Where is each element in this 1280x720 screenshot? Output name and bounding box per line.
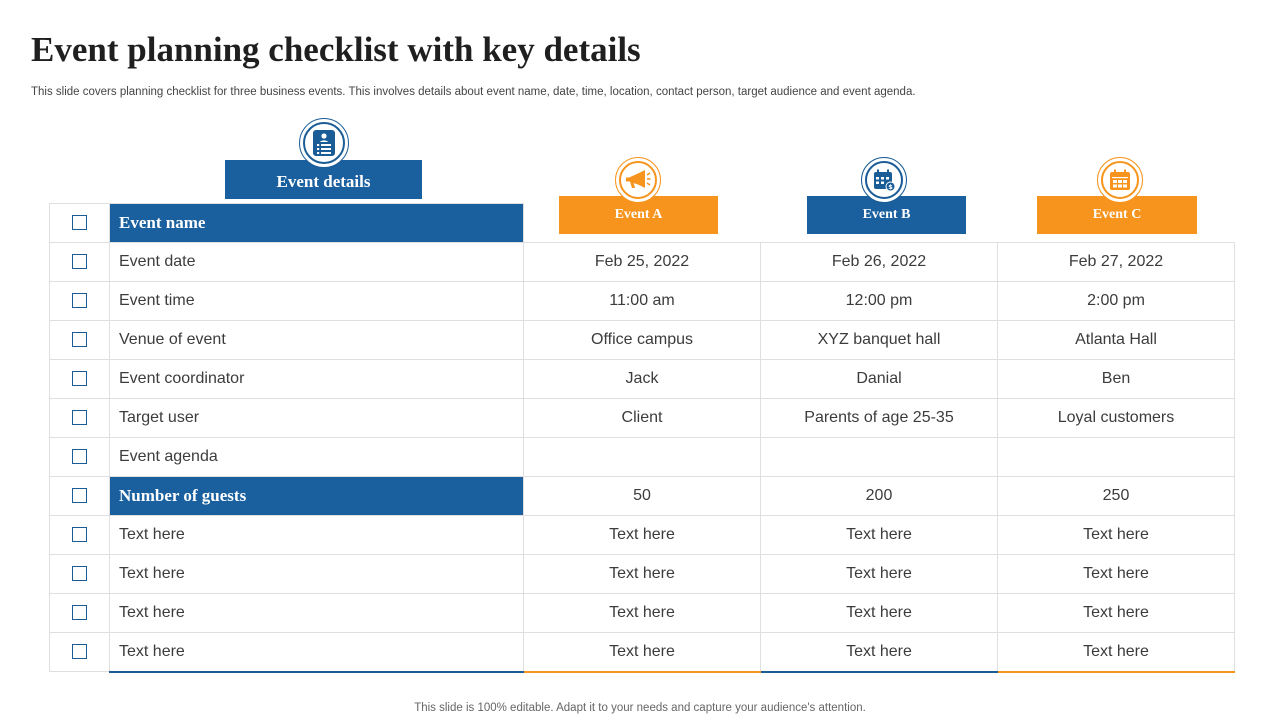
checkbox-cell bbox=[50, 633, 110, 672]
event-a-value: Text here bbox=[524, 594, 761, 633]
event-a-value: Text here bbox=[524, 555, 761, 594]
calendar-dollar-icon bbox=[861, 157, 907, 203]
row-label: Event date bbox=[110, 243, 524, 282]
row-checkbox[interactable] bbox=[72, 293, 87, 308]
row-label: Event name bbox=[110, 204, 524, 243]
table-row bbox=[50, 360, 1235, 399]
checkbox-cell bbox=[50, 399, 110, 438]
event-b-value: 200 bbox=[761, 477, 998, 516]
event-c-value: 2:00 pm bbox=[998, 282, 1235, 321]
event-b-value: Feb 26, 2022 bbox=[761, 243, 998, 282]
row-label: Event coordinator bbox=[110, 360, 524, 399]
checkbox-cell bbox=[50, 204, 110, 243]
checkbox-cell bbox=[50, 243, 110, 282]
row-label: Text here bbox=[110, 594, 524, 633]
event-a-value: Client bbox=[524, 399, 761, 438]
event-b-value: 12:00 pm bbox=[761, 282, 998, 321]
event-c-value: 250 bbox=[998, 477, 1235, 516]
event-b-value: Text here bbox=[761, 594, 998, 633]
slide-title: Event planning checklist with key details bbox=[31, 30, 641, 69]
event-c-header: Event C bbox=[1037, 196, 1197, 234]
table-row bbox=[50, 633, 1235, 672]
event-b-header: Event B bbox=[807, 196, 966, 234]
row-label: Event time bbox=[110, 282, 524, 321]
checkbox-cell bbox=[50, 594, 110, 633]
event-b-value: XYZ banquet hall bbox=[761, 321, 998, 360]
event-a-value: Text here bbox=[524, 516, 761, 555]
event-c-value: Loyal customers bbox=[998, 399, 1235, 438]
table-row bbox=[50, 321, 1235, 360]
row-checkbox[interactable] bbox=[72, 527, 87, 542]
event-a-value bbox=[524, 438, 761, 477]
table-row bbox=[50, 399, 1235, 438]
row-label: Event agenda bbox=[110, 438, 524, 477]
checkbox-cell bbox=[50, 360, 110, 399]
checkbox-cell bbox=[50, 321, 110, 360]
row-label: Text here bbox=[110, 633, 524, 672]
event-b-value: Text here bbox=[761, 555, 998, 594]
event-a-value: 11:00 am bbox=[524, 282, 761, 321]
row-label: Target user bbox=[110, 399, 524, 438]
slide-subtitle: This slide covers planning checklist for three business events. This involves details about event name, date, time, location, contact person, target audience and event agenda. bbox=[31, 86, 916, 98]
event-c-value: Text here bbox=[998, 594, 1235, 633]
event-c-value: Text here bbox=[998, 516, 1235, 555]
event-c-value: Atlanta Hall bbox=[998, 321, 1235, 360]
row-checkbox[interactable] bbox=[72, 410, 87, 425]
event-b-value: Text here bbox=[761, 633, 998, 672]
event-c-value: Text here bbox=[998, 555, 1235, 594]
checklist-table bbox=[49, 203, 1235, 673]
table-row bbox=[50, 516, 1235, 555]
svg-text:$: $ bbox=[888, 183, 893, 191]
event-details-banner: Event details bbox=[225, 160, 422, 199]
row-checkbox[interactable] bbox=[72, 254, 87, 269]
table-row bbox=[50, 477, 1235, 516]
checkbox-cell bbox=[50, 438, 110, 477]
event-c-value: Feb 27, 2022 bbox=[998, 243, 1235, 282]
event-a-value: Text here bbox=[524, 633, 761, 672]
table-row bbox=[50, 282, 1235, 321]
event-b-value bbox=[761, 438, 998, 477]
event-b-value: Danial bbox=[761, 360, 998, 399]
row-checkbox[interactable] bbox=[72, 488, 87, 503]
event-a-header: Event A bbox=[559, 196, 718, 234]
event-a-value: Jack bbox=[524, 360, 761, 399]
row-checkbox[interactable] bbox=[72, 371, 87, 386]
checkbox-cell bbox=[50, 477, 110, 516]
checkbox-cell bbox=[50, 516, 110, 555]
row-checkbox[interactable] bbox=[72, 566, 87, 581]
event-a-value: Office campus bbox=[524, 321, 761, 360]
event-c-value bbox=[998, 438, 1235, 477]
calendar-icon bbox=[1097, 157, 1143, 203]
event-c-value: Ben bbox=[998, 360, 1235, 399]
row-label: Text here bbox=[110, 516, 524, 555]
clipboard-list-icon bbox=[299, 118, 349, 168]
row-label: Number of guests bbox=[110, 477, 524, 516]
slide-footer: This slide is 100% editable. Adapt it to your needs and capture your audience's attention. bbox=[414, 702, 866, 714]
event-a-value: 50 bbox=[524, 477, 761, 516]
row-checkbox[interactable] bbox=[72, 449, 87, 464]
row-checkbox[interactable] bbox=[72, 605, 87, 620]
event-b-value: Parents of age 25-35 bbox=[761, 399, 998, 438]
event-c-value: Text here bbox=[998, 633, 1235, 672]
row-checkbox[interactable] bbox=[72, 644, 87, 659]
table-row bbox=[50, 243, 1235, 282]
checkbox-cell bbox=[50, 555, 110, 594]
row-label: Text here bbox=[110, 555, 524, 594]
row-checkbox[interactable] bbox=[72, 215, 87, 230]
table-row bbox=[50, 438, 1235, 477]
megaphone-icon bbox=[615, 157, 661, 203]
row-checkbox[interactable] bbox=[72, 332, 87, 347]
checkbox-cell bbox=[50, 282, 110, 321]
event-a-value: Feb 25, 2022 bbox=[524, 243, 761, 282]
row-label: Venue of event bbox=[110, 321, 524, 360]
table-row bbox=[50, 555, 1235, 594]
table-row bbox=[50, 594, 1235, 633]
event-b-value: Text here bbox=[761, 516, 998, 555]
